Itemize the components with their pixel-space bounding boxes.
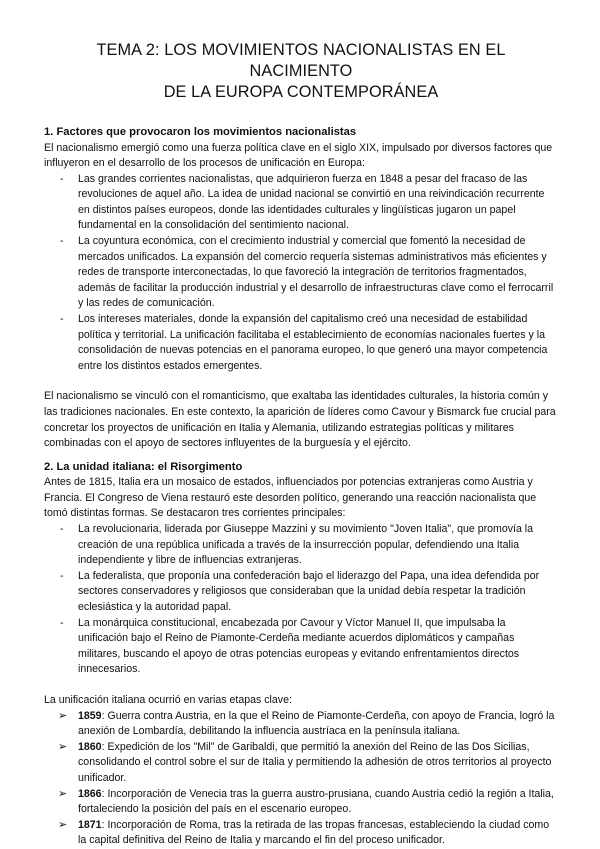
list-item: - La revolucionaria, liderada por Giuseppe Mazzini y su movimiento "Joven Italia", que promovía la creación de una república unificada a través de la insurrección popular, defendiendo una Italia independiente y libre de influencias extranjeras. bbox=[44, 522, 558, 569]
section-1-intro: El nacionalismo emergió como una fuerza política clave en el siglo XIX, impulsado por diversos factores que influyeron en el desarrollo de los procesos de unificación en Europa: bbox=[44, 141, 553, 170]
stage-year: 1866 bbox=[78, 787, 102, 800]
stage-text: : Guerra contra Austria, en la que el Reino de Piamonte-Cerdeña, con apoyo de Francia, logró la anexión de Lombardía, debilitando la influencia austríaca en la península italiana. bbox=[78, 709, 555, 738]
section-2-intro: Antes de 1815, Italia era un mosaico de estados, influenciados por potencias extranjeras como Austria y Francia. El Congreso de Viena restauró este desorden político, generando una reacción nacionalista que tomó distintas formas. Se destacaron tres corrientes principales: bbox=[44, 476, 537, 520]
factores-list bbox=[44, 172, 558, 375]
document-page bbox=[44, 40, 558, 849]
list-item bbox=[44, 818, 558, 849]
stage-text: : Incorporación de Venecia tras la guerra austro-prusiana, cuando Austria cedió la región a Italia, fortaleciendo la posición del país en el escenario europeo. bbox=[78, 787, 554, 816]
title-line-1: TEMA 2: LOS MOVIMIENTOS NACIONALISTAS EN EL NACIMIENTO bbox=[96, 41, 506, 80]
section-factores bbox=[44, 125, 558, 452]
stages-list bbox=[44, 709, 558, 849]
list-item: - La coyuntura económica, con el crecimiento industrial y comercial que fomentó la necesidad de mercados unificados. La expansión del comercio requería sistemas administrativos más eficientes y redes de transporte interconectadas, lo que favoreció la integración de territorios fragmentados, además de facilitar la producción industrial y el desarrollo de infraestructuras clave como el ferrocarril y las redes de comunicación. bbox=[44, 234, 558, 312]
corrientes-list bbox=[44, 522, 558, 678]
list-item: - La monárquica constitucional, encabezada por Cavour y Víctor Manuel II, que impulsaba la unificación bajo el Reino de Piamonte-Cerdeña mediante acuerdos diplomáticos y campañas militares, buscando el apoyo de otras potencias europeas y evitando enfrentamientos directos innecesarios. bbox=[44, 616, 558, 678]
stage-text: : Incorporación de Roma, tras la retirada de las tropas francesas, estableciendo la ciudad como la capital definitiva del Reino de Italia y marcando el fin del proceso unificador. bbox=[78, 818, 550, 847]
title-line-2: DE LA EUROPA CONTEMPORÁNEA bbox=[163, 83, 439, 101]
section-risorgimento bbox=[44, 460, 558, 849]
stage-year: 1860 bbox=[78, 740, 102, 753]
section-2-heading: 2. La unidad italiana: el Risorgimento bbox=[44, 460, 243, 473]
stage-year: 1859 bbox=[78, 709, 102, 722]
list-item: - Los intereses materiales, donde la expansión del capitalismo creó una necesidad de estabilidad política y territorial. La unificación facilitaba el establecimiento de economías nacionales fuertes y la consolidación de nuevas potencias en el panorama europeo, lo que generó una mayor competencia entre los distintos estados emergentes. bbox=[44, 312, 558, 374]
section-1-heading: 1. Factores que provocaron los movimientos nacionalistas bbox=[44, 126, 357, 138]
list-item: - Las grandes corrientes nacionalistas, que adquirieron fuerza en 1848 a pesar del fracaso de las revoluciones de aquel año. La idea de unidad nacional se convirtió en una reivindicación recurrente en distintos países europeos, donde las identidades culturales y lingüísticas jugaron un papel fundamental en la consolidación del sentimiento nacional. bbox=[44, 172, 558, 234]
list-item bbox=[44, 787, 558, 818]
list-item bbox=[44, 709, 558, 740]
list-item: - La federalista, que proponía una confederación bajo el liderazgo del Papa, una idea defendida por sectores conservadores y religiosos que consideraban que la unidad debía respetar la tradición eclesiástica y la autoridad papal. bbox=[44, 569, 558, 616]
document-title bbox=[44, 40, 558, 103]
stage-text: : Expedición de los "Mil" de Garibaldi, que permitió la anexión del Reino de las Dos Sicilias, consolidando el control sobre el sur de Italia y permitiendo la adhesión de otros territorios al proyecto unificador. bbox=[78, 740, 552, 784]
stages-intro: La unificación italiana ocurrió en varias etapas clave: bbox=[44, 694, 292, 706]
list-item bbox=[44, 740, 558, 787]
section-1-closing: El nacionalismo se vinculó con el romanticismo, que exaltaba las identidades culturales, la historia común y las tradiciones nacionales. En este contexto, la aparición de líderes como Cavour y Bismarck fue crucial para concretar los proyectos de unificación en Italia y Alemania, utilizando estrategias políticas y militares combinadas con el apoyo de sectores influyentes de la burguesía y el ejército. bbox=[44, 390, 556, 450]
stage-year: 1871 bbox=[78, 818, 102, 831]
